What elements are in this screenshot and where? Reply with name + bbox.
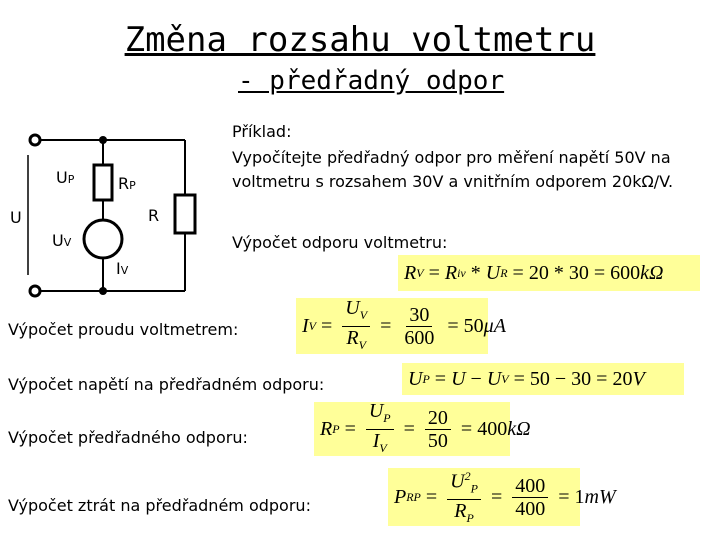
label-u: U <box>10 208 22 227</box>
circuit-diagram <box>0 125 235 310</box>
terminal-bottom <box>30 286 40 296</box>
page-subtitle: - předřadný odpor <box>238 66 505 96</box>
step-iv-label: Výpočet proudu voltmetrem: <box>8 320 239 339</box>
label-up: UP <box>56 168 75 187</box>
node-top <box>99 136 107 144</box>
step-prp-label: Výpočet ztrát na předřadném odporu: <box>8 496 311 515</box>
voltmeter-symbol <box>84 220 122 258</box>
label-uv: UV <box>52 231 72 250</box>
example-body: Vypočítejte předřadný odpor pro měření napětí 50V na voltmetru s rozsahem 30V a vnitřním odporem 20kΩ/V. <box>232 148 674 191</box>
example-heading: Příklad: <box>232 122 292 141</box>
formula-up: U P = U − U V = 50 − 30 = 20 V <box>402 363 684 395</box>
step-rv-label: Výpočet odporu voltmetru: <box>232 233 448 252</box>
page-title: Změna rozsahu voltmetru <box>124 20 596 60</box>
formula-prp: P RP = $\frac{U^2_P}{R_P}$ = $\frac{400}{400}$ = 1 mW <box>388 468 580 526</box>
label-rp: RP <box>118 174 136 193</box>
terminal-top <box>30 135 40 145</box>
label-iv: IV <box>116 259 129 278</box>
label-r: R <box>148 206 160 225</box>
resistor-rp <box>94 165 112 200</box>
step-up-label: Výpočet napětí na předřadném odporu: <box>8 375 325 394</box>
formula-rv: R V = R iv * U R = 20 * 30 = 600 kΩ <box>398 255 700 291</box>
step-rp-label: Výpočet předřadného odporu: <box>8 428 248 447</box>
resistor-r <box>175 195 195 233</box>
formula-rp: R P = $\frac{U_P}{I_V}$ = $\frac{20}{50}$ = 400 kΩ <box>314 402 510 456</box>
formula-iv: I V = $\frac{U_V}{R_V}$ = $\frac{30}{600}$ = 50 μA <box>296 298 488 354</box>
node-bottom <box>99 287 107 295</box>
